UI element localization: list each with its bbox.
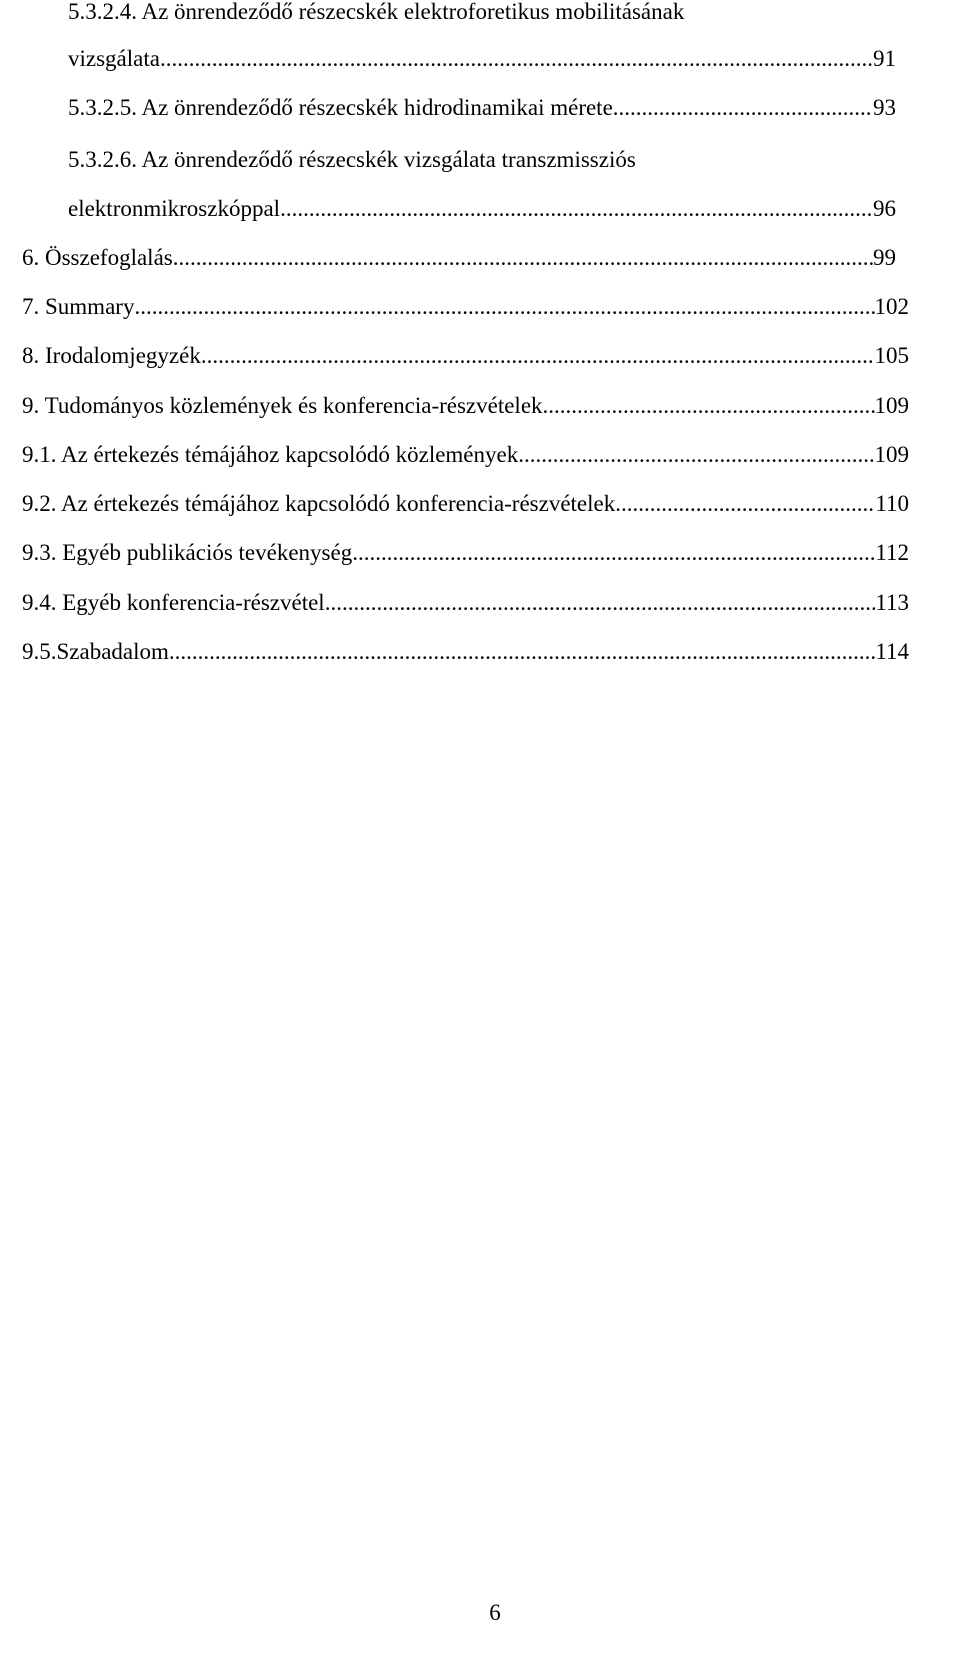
toc-entry-page: 105 [874, 343, 909, 368]
toc-leader-dots [352, 538, 875, 568]
toc-entry-9-5[interactable] [22, 637, 909, 667]
toc-entry-title: vizsgálata [68, 46, 160, 71]
toc-entry-page: 112 [875, 540, 909, 565]
toc-entry-title: 9. Tudományos közlemények és konferencia-részvételek [22, 393, 543, 418]
toc-entry-9[interactable] [22, 391, 909, 421]
toc-leader-dots [134, 292, 874, 322]
toc-entry-title: 5.3.2.6. Az önrendeződő részecskék vizsgálata transzmissziós [68, 147, 636, 172]
toc-entry-5-3-2-5[interactable] [68, 93, 896, 123]
toc-entry-page: 113 [875, 590, 909, 615]
toc-entry-5-3-2-4-cont[interactable] [68, 44, 896, 74]
toc-leader-dots [518, 440, 874, 470]
page-number: 6 [489, 1600, 501, 1625]
toc-leader-dots [543, 391, 875, 421]
toc-leader-dots [613, 93, 873, 123]
toc-entry-page: 109 [874, 442, 909, 467]
toc-entry-5-3-2-4[interactable] [68, 0, 888, 27]
toc-leader-dots [201, 341, 875, 371]
toc-entry-title: elektronmikroszkóppal [68, 196, 281, 221]
toc-entry-8[interactable] [22, 341, 909, 371]
toc-leader-dots [615, 489, 875, 519]
toc-leader-dots [169, 637, 875, 667]
toc-entry-title: 8. Irodalomjegyzék [22, 343, 201, 368]
toc-entry-page: 114 [875, 639, 909, 664]
toc-entry-page: 99 [873, 245, 896, 270]
toc-entry-page: 110 [875, 491, 909, 516]
toc-entry-page: 91 [873, 46, 896, 71]
toc-entry-title: 9.2. Az értekezés témájához kapcsolódó konferencia-részvételek [22, 491, 616, 516]
toc-entry-6[interactable] [22, 243, 896, 273]
toc-entry-title: 7. Summary [22, 294, 135, 319]
toc-leader-dots [280, 194, 873, 224]
toc-leader-dots [160, 44, 873, 74]
toc-leader-dots [325, 588, 876, 618]
toc-entry-9-3[interactable] [22, 538, 909, 568]
toc-entry-title: 5.3.2.5. Az önrendeződő részecskék hidrodinamikai mérete [68, 95, 613, 120]
toc-entry-title: 6. Összefoglalás [22, 245, 173, 270]
toc-entry-9-1[interactable] [22, 440, 909, 470]
toc-entry-title: 9.4. Egyéb konferencia-részvétel [22, 590, 325, 615]
toc-entry-page: 102 [874, 294, 909, 319]
toc-entry-7[interactable] [22, 292, 909, 322]
toc-entry-title: 5.3.2.4. Az önrendeződő részecskék elektroforetikus mobilitásának [68, 0, 685, 24]
toc-leader-dots [173, 243, 873, 273]
toc-entry-9-4[interactable] [22, 588, 909, 618]
toc-entry-page: 96 [873, 196, 896, 221]
toc-entry-5-3-2-6-cont[interactable] [68, 194, 896, 224]
toc-entry-title: 9.1. Az értekezés témájához kapcsolódó közlemények [22, 442, 519, 467]
toc-entry-page: 93 [873, 95, 896, 120]
toc-entry-title: 9.3. Egyéb publikációs tevékenység [22, 540, 353, 565]
toc-entry-title: 9.5.Szabadalom [22, 639, 169, 664]
toc-entry-page: 109 [874, 393, 909, 418]
toc-entry-5-3-2-6[interactable] [68, 145, 888, 175]
toc-entry-9-2[interactable] [22, 489, 909, 519]
